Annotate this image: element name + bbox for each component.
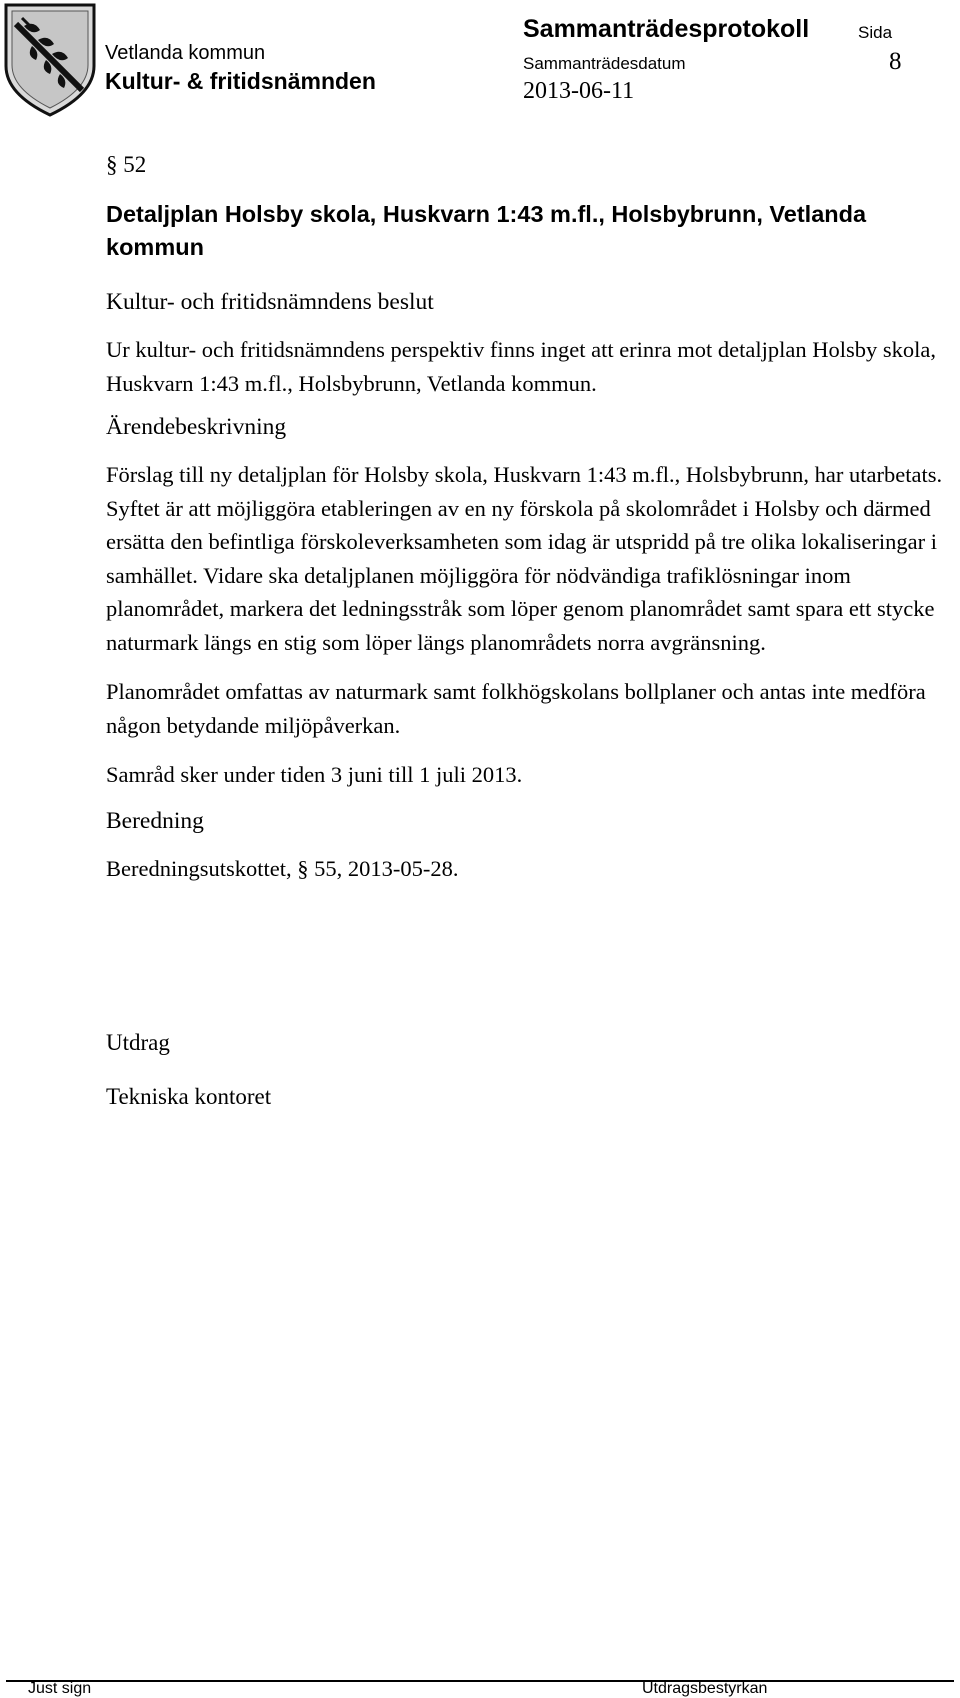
signature-label: Just sign <box>28 1680 92 1697</box>
decision-text: Ur kultur- och fritidsnämndens perspektiv finns inget att erinra mot detaljplan Holsby skola, Huskvarn 1:43 m.fl., Holsbybrunn, Vetlanda kommun. <box>106 337 936 396</box>
page-number: 8 <box>889 48 902 75</box>
organization-name: Vetlanda kommun <box>105 42 266 64</box>
extract-recipient: Tekniska kontoret <box>106 1084 272 1109</box>
preparation-text: Beredningsutskottet, § 55, 2013-05-28. <box>106 855 459 881</box>
agenda-item <box>106 152 948 885</box>
description-heading: Ärendebeskrivning <box>106 414 287 440</box>
paragraph-number: § 52 <box>106 152 147 177</box>
description-paragraph: Förslag till ny detaljplan för Holsby skola, Huskvarn 1:43 m.fl., Holsbybrunn, har utarbetats. Syftet är att möjliggöra etableringen av en ny förskola på skolområdet i Holsby och därmed ersätta den befintliga förskoleverksamheten som idag är utspridd på tre olika lokaliseringar i samhället. Vidare ska detaljplanen möjliggöra för nödvändiga trafiklösningar inom planområdet, markera det ledningsstråk som löper genom planområdet samt spara ett stycke naturmark längs en stig som löper längs planområdets norra avgränsning. <box>106 462 943 655</box>
decision-heading: Kultur- och fritidsnämndens beslut <box>106 289 434 315</box>
item-title: Detaljplan Holsby skola, Huskvarn 1:43 m.fl., Holsbybrunn, Vetlanda kommun <box>106 201 867 260</box>
footer-divider <box>6 1680 954 1682</box>
meeting-date-label: Sammanträdesdatum <box>523 54 686 73</box>
extract-heading: Utdrag <box>106 1030 170 1055</box>
description-paragraph: Planområdet omfattas av naturmark samt folkhögskolans bollplaner och antas inte medföra någon betydande miljöpåverkan. <box>106 679 926 738</box>
page-label: Sida <box>858 23 893 42</box>
committee-name: Kultur- & fritidsnämnden <box>105 68 376 94</box>
document-type: Sammanträdesprotokoll <box>523 15 810 43</box>
certification-label: Utdragsbestyrkan <box>642 1680 768 1697</box>
coat-of-arms-icon <box>2 2 98 118</box>
meeting-date-value: 2013-06-11 <box>523 78 635 104</box>
description-paragraph: Samråd sker under tiden 3 juni till 1 juli 2013. <box>106 762 523 787</box>
preparation-heading: Beredning <box>106 807 204 834</box>
extract-recipients <box>106 1030 271 1110</box>
